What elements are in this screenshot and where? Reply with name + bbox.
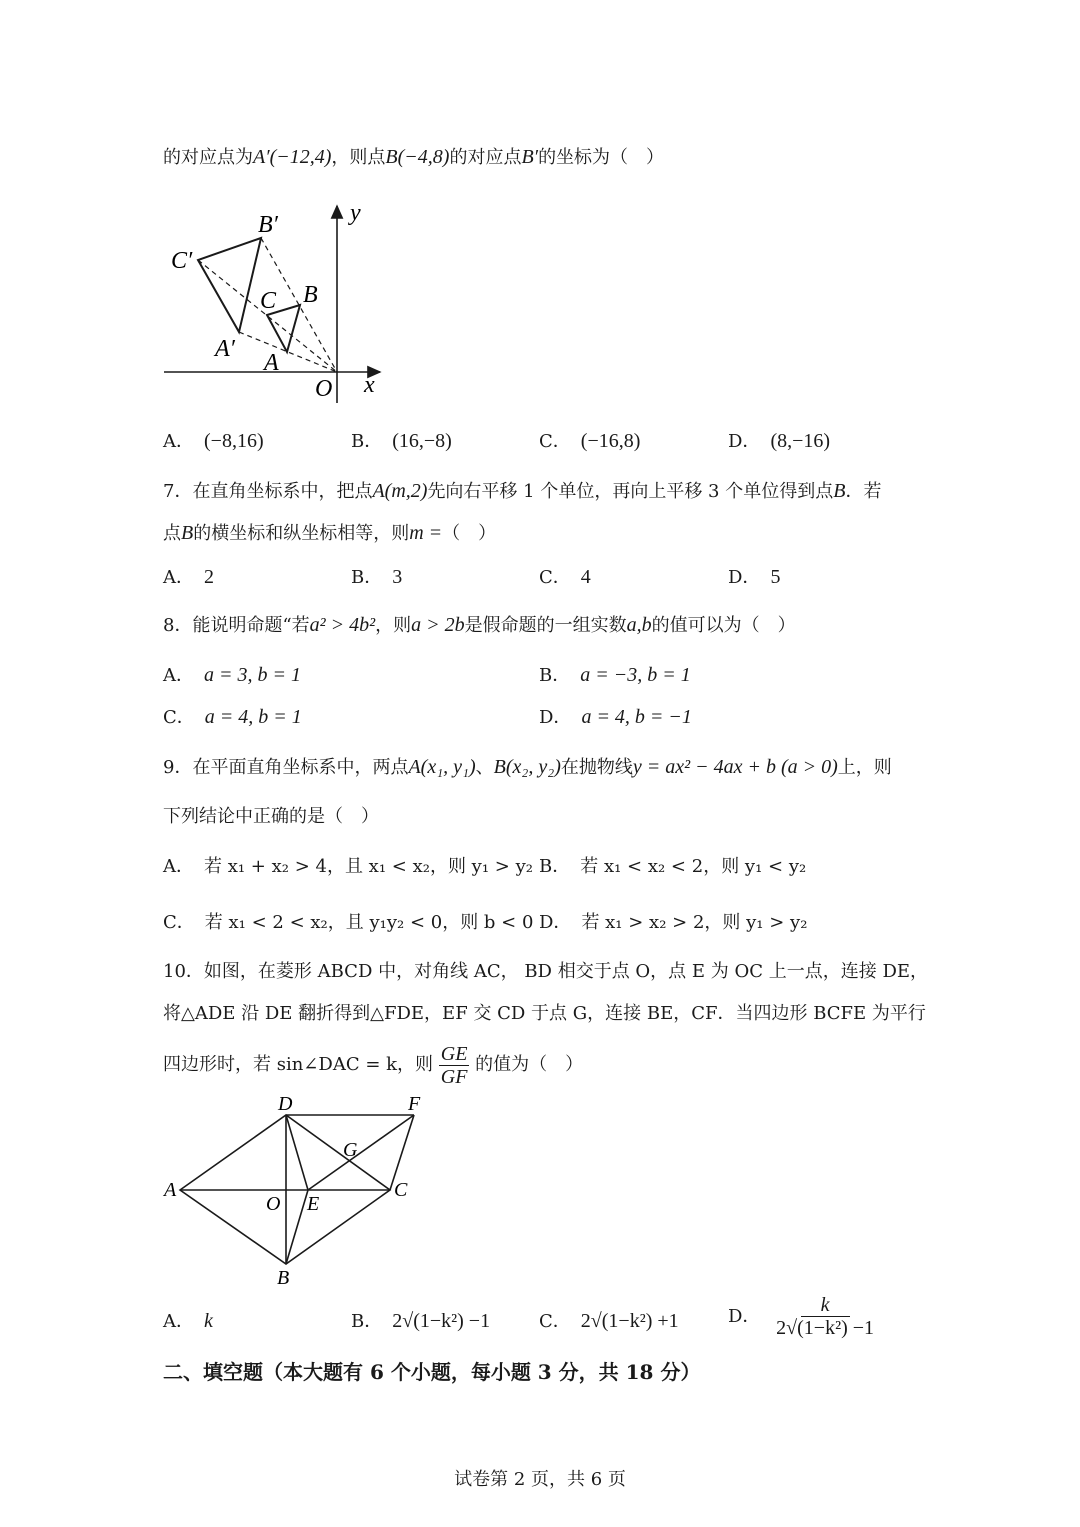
segment-be bbox=[286, 1190, 308, 1264]
option-d-fraction bbox=[776, 1294, 874, 1339]
label-e: E bbox=[307, 1193, 320, 1215]
q9-stem-line1 bbox=[163, 754, 892, 781]
option-text: 4 bbox=[580, 566, 591, 588]
option-label: B． bbox=[351, 1311, 383, 1332]
q10-text: 将△ADE 沿 DE 翻折得到△FDE，EF 交 CD 于点 G，连接 BE，CF．当四边形 BCFE 为平行 bbox=[163, 1003, 926, 1024]
q6-point-b: B(−4,8) bbox=[385, 146, 450, 168]
fraction-denominator: GF bbox=[440, 1065, 468, 1088]
option-text: (−8,16) bbox=[204, 430, 264, 452]
label-f: F bbox=[408, 1093, 421, 1115]
label-c: C bbox=[394, 1179, 408, 1201]
q7-text: 点 bbox=[163, 523, 181, 544]
q10-option-c[interactable] bbox=[539, 1308, 679, 1335]
option-text: 2 bbox=[204, 566, 214, 588]
q9-text: 下列结论中正确的是（ ） bbox=[163, 806, 379, 827]
q10-stem-line3 bbox=[163, 1040, 583, 1090]
option-text: a = 4, b = −1 bbox=[581, 706, 692, 728]
q6-option-d[interactable] bbox=[728, 428, 830, 455]
q6-option-b[interactable] bbox=[351, 428, 452, 455]
q7-point-a: A(m,2) bbox=[372, 480, 428, 502]
label-a: A bbox=[264, 350, 279, 376]
option-label: A． bbox=[163, 431, 194, 452]
option-text: k bbox=[204, 1310, 213, 1332]
q10-option-a[interactable] bbox=[163, 1308, 213, 1335]
q7-text: 7．在直角坐标系中，把点 bbox=[163, 481, 373, 502]
q8-text: ，则 bbox=[375, 615, 412, 636]
option-text: 3 bbox=[392, 566, 403, 588]
option-label: A． bbox=[163, 856, 194, 877]
q9-text: 9．在平面直角坐标系中，两点 bbox=[163, 757, 409, 778]
q8-text: 是假命题的一组实数 bbox=[464, 615, 627, 636]
q7-point-b: B bbox=[833, 480, 846, 502]
option-text: (8,−16) bbox=[770, 430, 831, 452]
option-label: D． bbox=[539, 912, 572, 933]
q9-option-a[interactable] bbox=[163, 854, 533, 880]
q9-option-d[interactable] bbox=[539, 910, 807, 936]
option-text: 若 x₁ < x₂ < 2，则 y₁ < y₂ bbox=[580, 856, 807, 877]
fraction-numerator: k bbox=[801, 1294, 850, 1317]
option-label: D． bbox=[539, 707, 572, 728]
q8-conclusion: a > 2b bbox=[411, 614, 465, 636]
q9-parabola: y = ax² − 4ax + b (a > 0) bbox=[632, 756, 838, 778]
option-label: C． bbox=[539, 567, 571, 588]
q6-stem-text: 的坐标为（ ） bbox=[538, 147, 665, 168]
label-b: B bbox=[277, 1267, 290, 1289]
label-o: O bbox=[315, 376, 333, 402]
q7-text: 先向右平移 1 个单位，再向上平移 3 个单位得到点 bbox=[427, 481, 834, 502]
q9-text: 上，则 bbox=[837, 757, 892, 778]
q6-option-c[interactable] bbox=[539, 428, 640, 455]
q9-point-a: A(x₁, y₁) bbox=[408, 756, 476, 778]
q8-stem bbox=[163, 612, 796, 639]
label-o: O bbox=[266, 1193, 281, 1215]
option-label: B． bbox=[539, 856, 571, 877]
q7-m-eq: m = bbox=[409, 522, 443, 544]
option-text: (16,−8) bbox=[392, 430, 452, 452]
label-c: C bbox=[260, 288, 277, 314]
fraction-numerator: GE bbox=[440, 1042, 468, 1065]
q10-figure bbox=[160, 1090, 440, 1290]
q7-option-b[interactable] bbox=[351, 564, 402, 591]
option-label: C． bbox=[163, 707, 195, 728]
label-a: A bbox=[164, 1179, 177, 1201]
label-y: y bbox=[350, 200, 361, 226]
label-b: B bbox=[303, 282, 318, 308]
label-d: D bbox=[278, 1093, 293, 1115]
option-text: 若 x₁ > x₂ > 2，则 y₁ > y₂ bbox=[581, 912, 808, 933]
option-label: A． bbox=[163, 665, 194, 686]
option-text: a = 4, b = 1 bbox=[204, 706, 302, 728]
segment-de bbox=[286, 1115, 308, 1190]
q10-text: 四边形时，若 sin∠DAC = k，则 bbox=[163, 1054, 434, 1075]
q8-option-d[interactable] bbox=[539, 704, 692, 731]
label-a-prime: A′ bbox=[215, 336, 235, 362]
q9-text: 、 bbox=[475, 757, 494, 778]
option-label: C． bbox=[163, 912, 195, 933]
q8-vars: a,b bbox=[626, 614, 652, 636]
option-label: D． bbox=[728, 567, 761, 588]
q8-text: 8．能说明命题“若 bbox=[163, 615, 310, 636]
q6-stem-text: 的对应点为 bbox=[163, 147, 253, 168]
q10-text: 10．如图，在菱形 ABCD 中，对角线 AC， BD 相交于点 O，点 E 为 OC 上一点，连接 DE， bbox=[163, 961, 929, 982]
option-label: C． bbox=[539, 431, 571, 452]
q7-option-d[interactable] bbox=[728, 564, 780, 591]
q10-option-b[interactable] bbox=[351, 1308, 490, 1335]
option-label: A． bbox=[163, 1311, 194, 1332]
section-2-title: 二、填空题（本大题有 6 个小题，每小题 3 分，共 18 分） bbox=[163, 1360, 701, 1384]
q10-stem-line2 bbox=[163, 1001, 926, 1027]
q9-text: 在抛物线 bbox=[560, 757, 633, 778]
option-text: 5 bbox=[770, 566, 781, 588]
option-text: 若 x₁ < 2 < x₂，且 y₁y₂ < 0，则 b < 0 bbox=[204, 912, 534, 933]
q9-option-c[interactable] bbox=[163, 910, 533, 936]
option-label: D． bbox=[728, 1305, 761, 1327]
option-label: A． bbox=[163, 567, 194, 588]
q6-stem-text: 的对应点 bbox=[449, 147, 522, 168]
page-footer: 试卷第 2 页，共 6 页 bbox=[454, 1469, 626, 1490]
q7-stem-line2 bbox=[163, 520, 496, 547]
q7-point-b: B bbox=[181, 522, 194, 544]
label-x: x bbox=[364, 372, 375, 398]
option-text: 若 x₁ + x₂ > 4，且 x₁ < x₂，则 y₁ > y₂ bbox=[204, 856, 533, 877]
q8-option-b[interactable] bbox=[539, 662, 691, 689]
option-label: D． bbox=[728, 431, 761, 452]
q7-option-c[interactable] bbox=[539, 564, 591, 591]
option-label: C． bbox=[539, 1311, 571, 1332]
q9-point-b: B(x₂, y₂) bbox=[493, 756, 561, 778]
q8-text: 的值可以为（ ） bbox=[651, 615, 796, 636]
option-text: a = 3, b = 1 bbox=[204, 664, 301, 686]
option-label: B． bbox=[539, 665, 571, 686]
q6-b-prime: B′ bbox=[521, 146, 539, 168]
q10-option-d[interactable] bbox=[728, 1294, 874, 1339]
option-text: 2√(1−k²) −1 bbox=[392, 1310, 491, 1332]
q6-stem bbox=[163, 144, 664, 171]
q8-condition: a² > 4b² bbox=[309, 614, 376, 636]
q8-option-c[interactable] bbox=[163, 704, 302, 731]
q7-option-a[interactable] bbox=[163, 564, 214, 591]
option-text: 2√(1−k²) +1 bbox=[580, 1310, 679, 1332]
q9-stem-line2 bbox=[163, 804, 379, 830]
q10-fraction bbox=[439, 1043, 470, 1088]
q6-stem-text: ，则点 bbox=[331, 147, 386, 168]
q10-text: 的值为（ ） bbox=[475, 1054, 584, 1075]
q7-text: 的横坐标和纵坐标相等，则 bbox=[193, 523, 410, 544]
q9-option-b[interactable] bbox=[539, 854, 806, 880]
q6-figure bbox=[160, 198, 390, 408]
q10-stem-line1 bbox=[163, 959, 928, 985]
option-label: B． bbox=[351, 567, 383, 588]
option-text: (−16,8) bbox=[580, 430, 641, 452]
option-label: B． bbox=[351, 431, 383, 452]
q6-point-a-prime: A′(−12,4) bbox=[253, 146, 332, 168]
q8-option-a[interactable] bbox=[163, 662, 301, 689]
q7-text: （ ） bbox=[442, 523, 497, 544]
label-c-prime: C′ bbox=[171, 248, 193, 274]
label-b-prime: B′ bbox=[258, 212, 278, 238]
q7-stem-line1 bbox=[163, 478, 881, 505]
label-g: G bbox=[343, 1139, 358, 1161]
option-text: a = −3, b = 1 bbox=[580, 664, 691, 686]
fraction-denominator: 2√(1−k²) −1 bbox=[776, 1317, 875, 1339]
q6-option-a[interactable] bbox=[163, 428, 264, 455]
q7-text: ．若 bbox=[845, 481, 882, 502]
